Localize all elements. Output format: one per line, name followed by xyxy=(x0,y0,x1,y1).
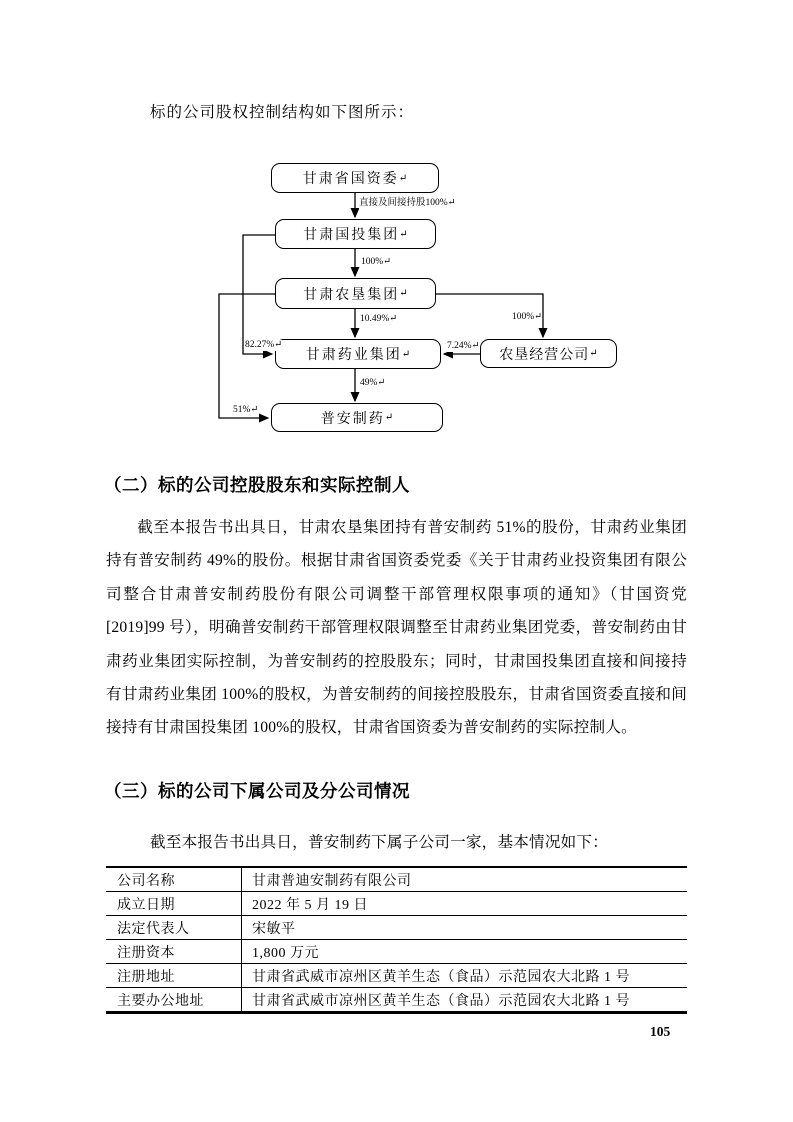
row-value: 甘肃普迪安制药有限公司 xyxy=(242,867,688,892)
return-mark: ↵ xyxy=(399,288,408,299)
return-mark: ↵ xyxy=(384,412,394,423)
edge-label-direct-indirect-100: 直接及间接持股100%↵ xyxy=(359,198,456,208)
return-mark: ↵ xyxy=(399,228,408,240)
edge-label-49: 49%↵ xyxy=(360,378,386,388)
row-value: 2022 年 5 月 19 日 xyxy=(242,892,688,916)
edge-label-100-right: 100%↵ xyxy=(512,312,543,322)
edge-label-10-49: 10.49%↵ xyxy=(360,314,398,324)
table-row xyxy=(106,940,687,964)
row-value: 甘肃省武威市凉州区黄羊生态（食品）示范园农大北路 1 号 xyxy=(242,964,688,988)
return-mark: ↵ xyxy=(401,348,411,360)
edge-label-7-24: 7.24%↵ xyxy=(447,341,480,351)
return-mark: ↵ xyxy=(398,172,408,184)
org-node-puan-pharma: 普安制药 ↵ xyxy=(271,403,443,432)
edge-label-82-27: 82.27%↵ xyxy=(245,340,283,350)
section-2-paragraph: 截至本报告书出具日，甘肃农垦集团持有普安制药 51%的股份，甘肃药业集团持有普安制药 49%的股份。根据甘肃省国资委党委《关于甘肃药业投资集团有限公司整合甘肃普安制药股份有限公司调整干部管理权限事项的通知》（甘国资党[2019]99 号），明确普安制药干部管理权限调整至甘肃药业集团党委，普安制药由甘肃药业集团实际控制，为普安制药的控股股东；同时，甘肃国投集团直接和间接持有甘肃药业集团 100%的股权，为普安制药的间接控股股东，甘肃省国资委直接和间接持有甘肃国投集团 100%的股权，甘肃省国资委为普安制药的实际控制人。 xyxy=(106,519,687,737)
table-row xyxy=(106,867,687,892)
table-row xyxy=(106,964,687,988)
row-value: 宋敏平 xyxy=(242,916,688,940)
row-label: 公司名称 xyxy=(106,867,242,892)
org-node-njjy-company: 农垦经营公司 ↵ xyxy=(480,339,617,368)
table-row xyxy=(106,916,687,940)
row-value: 1,800 万元 xyxy=(242,940,688,964)
org-node-guotou-group: 甘肃国投集团 ↵ xyxy=(275,219,436,249)
row-label: 注册资本 xyxy=(106,940,242,964)
section-3-lead: 截至本报告书出具日，普安制药下属子公司一家，基本情况如下： xyxy=(150,834,609,851)
row-label: 法定代表人 xyxy=(106,916,242,940)
table-row xyxy=(106,892,687,916)
row-value: 甘肃省武威市凉州区黄羊生态（食品）示范园农大北路 1 号 xyxy=(242,988,688,1013)
org-node-nongken-group: 甘肃农垦集团 ↵ xyxy=(275,278,436,309)
intro-line: 标的公司股权控制结构如下图所示： xyxy=(150,104,415,121)
row-label: 成立日期 xyxy=(106,892,242,916)
table-row xyxy=(106,988,687,1013)
org-node-yaoye-group: 甘肃药业集团 ↵ xyxy=(275,339,441,369)
section-heading-2: （二）标的公司控股股东和实际控制人 xyxy=(104,475,410,495)
section-heading-3: （三）标的公司下属公司及分公司情况 xyxy=(104,781,410,801)
org-chart xyxy=(200,155,660,445)
org-node-gansu-sasac: 甘肃省国资委 ↵ xyxy=(271,163,439,193)
row-label: 注册地址 xyxy=(106,964,242,988)
row-label: 主要办公地址 xyxy=(117,993,204,1009)
return-mark: ↵ xyxy=(589,348,598,359)
edge-label-100: 100%↵ xyxy=(361,257,392,267)
page-number: 105 xyxy=(650,1024,671,1039)
subsidiary-info-table xyxy=(106,866,687,1014)
edge-label-51: 51%↵ xyxy=(233,405,259,415)
